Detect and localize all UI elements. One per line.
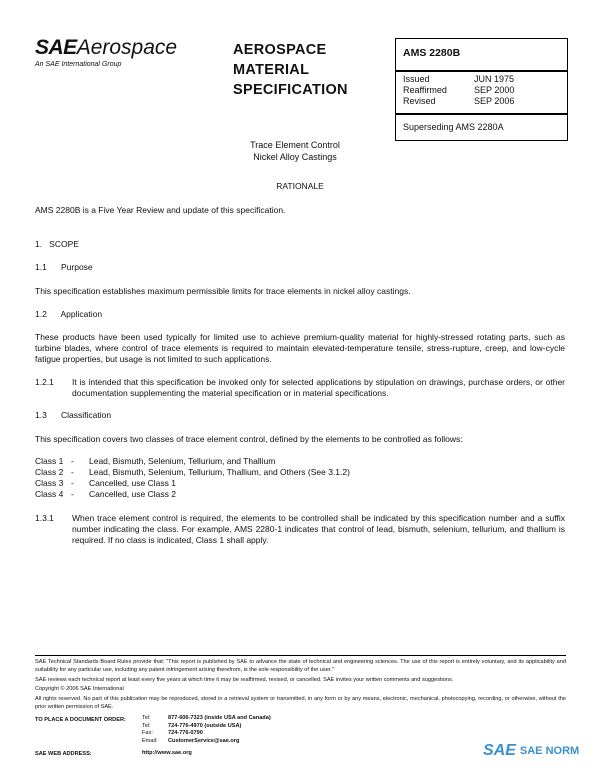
tel2-label: Tel:: [142, 722, 151, 729]
section-1-3-text: This specification covers two classes of trace element control, defined by the elements to be controlled as follows:: [35, 434, 463, 444]
tel1-label: Tel:: [142, 715, 151, 721]
logo-aerospace-text: Aerospace: [76, 36, 178, 59]
document-title: [200, 139, 390, 163]
norm-logo-sae: SAE: [483, 742, 516, 759]
class-desc: Cancelled, use Class 1: [89, 478, 176, 488]
reaffirmed-value: SEP 2000: [474, 85, 515, 95]
class-dash: -: [71, 456, 74, 466]
class-dash: -: [71, 467, 74, 477]
footer-copyright: Copyright © 2006 SAE International: [35, 686, 124, 692]
section-1-2-1-text: It is intended that this specification be invoked only for selected applications by stipulation on drawings, purchase orders, or other documentation supplementing the material specification or in material specifications.: [72, 377, 565, 398]
email-value[interactable]: [168, 738, 271, 746]
class-desc: Lead, Bismuth, Selenium, Tellurium, and Thallium: [89, 456, 276, 466]
title-line-1: AEROSPACE: [233, 42, 327, 58]
issued-label: Issued: [403, 74, 430, 84]
doc-type-title: [233, 40, 348, 100]
class-name: Class 1: [35, 456, 64, 466]
fax-value: 724-776-0790: [168, 730, 203, 736]
rationale-text: AMS 2280B is a Five Year Review and update of this specification.: [35, 205, 286, 215]
section-1-3-1-number: 1.3.1: [35, 513, 54, 523]
section-1-3-heading: 1.3 Classification: [35, 410, 112, 420]
section-1-3-1-text: When trace element control is required, the elements to be controlled shall be indicated by this specification number and a suffix number indicating the class. For example, AMS 2280-1 indicates that control of lead, bismuth, selenium, tellurium, and thallium is required. If no class is indicated, Class 1 shall apply.: [72, 513, 565, 545]
dates-box: [395, 70, 568, 115]
class-dash: -: [71, 489, 74, 499]
email-label: Email:: [142, 737, 158, 744]
section-1-2-1-number: 1.2.1: [35, 377, 54, 387]
issued-value: JUN 1975: [474, 74, 515, 84]
section-1-1-heading: 1.1 Purpose: [35, 262, 93, 272]
reaffirmed-label: Reaffirmed: [403, 85, 447, 95]
section-1-2-text: These products have been used typically for limited use to achieve premium-quality material for highly-stressed rotating parts, such as turbine blades, where control of trace elements is required to maintain elevated-temperature tensile, stress-rupture, creep, and low-cycle fatigue properties, but usage is not limited to such applications.: [35, 332, 565, 364]
class-desc: Cancelled, use Class 2: [89, 489, 176, 499]
date-values: [474, 74, 514, 107]
class-desc: Lead, Bismuth, Selenium, Tellurium, Thallium, and Others (See 3.1.2): [89, 467, 350, 477]
contact-labels: [142, 715, 158, 745]
logo-sae-text: SAE: [35, 36, 77, 59]
revised-value: SEP 2006: [474, 96, 515, 106]
tel1-value: 877-606-7323 (inside USA and Canada): [168, 715, 271, 721]
list-item: [35, 478, 350, 489]
doc-number-box: [395, 38, 568, 72]
class-name: Class 2: [35, 467, 64, 477]
contact-values: [168, 715, 271, 745]
class-list: [35, 456, 350, 500]
norm-logo-text: SAE NORM: [519, 745, 580, 757]
sae-aerospace-logo: [35, 36, 177, 60]
revised-label: Revised: [403, 96, 436, 106]
superseding-box: [395, 113, 568, 141]
section-1-2-heading: 1.2 Application: [35, 309, 103, 319]
sae-norm-logo: [483, 742, 579, 760]
email-link[interactable]: CustomerService@sae.org: [168, 737, 240, 744]
doc-title-line-2: Nickel Alloy Castings: [253, 152, 337, 162]
title-line-3: SPECIFICATION: [233, 82, 348, 98]
doc-title-line-1: Trace Element Control: [250, 140, 340, 150]
footer-rights: All rights reserved. No part of this publication may be reproduced, stored in a retrieval system or transmitted, in any form or by any means, electronic, mechanical, photocopying, recording, or otherwise, without the prior written permission of SAE.: [35, 696, 566, 710]
date-labels: [403, 74, 447, 107]
web-address-link[interactable]: http://www.sae.org: [142, 750, 192, 756]
doc-number: AMS 2280B: [403, 47, 461, 59]
footer-rules: SAE Technical Standards Board Rules provide that: "This report is published by SAE to advance the state of technical and engineering sciences. The use of this report is entirely voluntary, and its applicability and suitability for any particular use, including any patent infringement arising therefrom, is the sole responsibility of the user.": [35, 659, 566, 673]
list-item: [35, 456, 350, 467]
fax-label: Fax:: [142, 730, 153, 736]
section-1-1-text: This specification establishes maximum permissible limits for trace elements in nickel alloy castings.: [35, 286, 411, 296]
order-label: TO PLACE A DOCUMENT ORDER:: [35, 717, 126, 723]
list-item: [35, 467, 350, 478]
footer-divider: [35, 655, 566, 656]
class-dash: -: [71, 478, 74, 488]
list-item: [35, 489, 350, 500]
rationale-heading: RATIONALE: [276, 181, 324, 191]
section-1-heading: 1. SCOPE: [35, 239, 79, 249]
logo-tagline: An SAE International Group: [35, 61, 122, 68]
footer-review: SAE reviews each technical report at least every five years at which time it may be reaffirmed, revised, or cancelled. SAE invites your written comments and suggestions.: [35, 677, 454, 683]
tel2-value: 724-776-4970 (outside USA): [168, 722, 242, 729]
class-name: Class 3: [35, 478, 64, 488]
web-label: SAE WEB ADDRESS:: [35, 751, 92, 757]
superseding-text: Superseding AMS 2280A: [403, 122, 504, 132]
class-name: Class 4: [35, 489, 64, 499]
title-line-2: MATERIAL: [233, 62, 310, 78]
